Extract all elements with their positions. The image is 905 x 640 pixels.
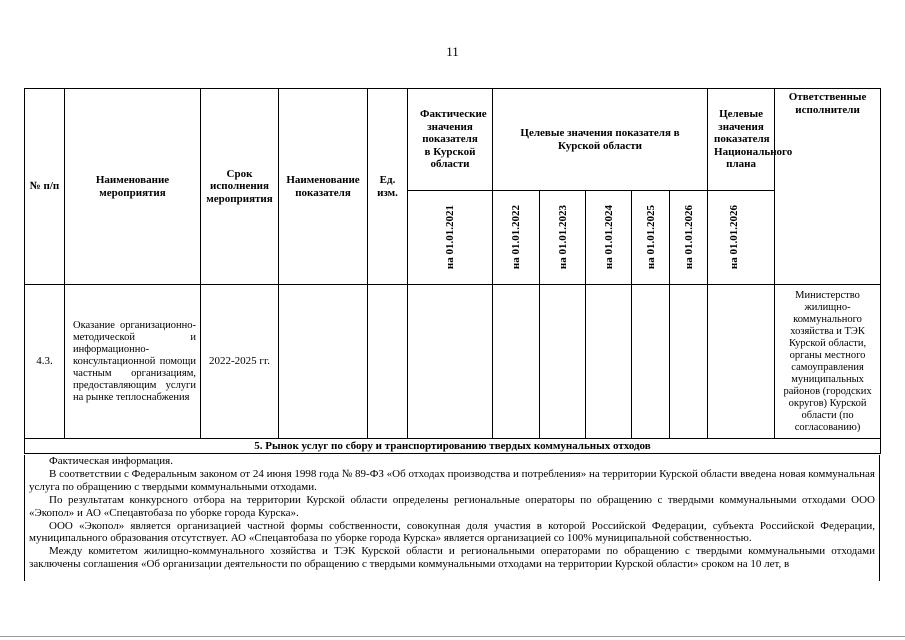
header-row (25, 89, 881, 191)
section-title: 5. Рынок услуг по сбору и транспортированию твердых коммунальных отходов (25, 439, 881, 454)
paragraph: ООО «Экопол» является организацией частной формы собственности, совокупная доля участия в которой Российской Федерации, субъекта Российской Федерации, муниципального образования отсутствует. АО «Спецавтобаза по уборке города Курска» является организацией со 100% муниципальной собственностью. (29, 519, 875, 545)
row-responsible: Министерство жилищно-коммунального хозяйства и ТЭК Курской области, органы местного самоуправления муниципальных районов (городских округов) Курской области (по согласованию) (775, 285, 881, 439)
measures-table (24, 88, 881, 454)
header-indicator: Наименование показателя (279, 89, 368, 285)
body-text (24, 455, 880, 581)
header-targets: Целевые значения показателя в Курской области (493, 89, 708, 191)
header-responsible: Ответственные исполнители (775, 89, 881, 285)
paragraph: В соответствии с Федеральным законом от 24 июня 1998 года № 89-ФЗ «Об отходах производства и потребления» на территории Курской области введена новая коммунальная услуга по обращению с твердыми коммунальными отходами. (29, 467, 875, 493)
header-term: Срок исполнения мероприятия (201, 89, 279, 285)
header-num: № п/п (25, 89, 65, 285)
section-row (25, 439, 881, 454)
row-term: 2022-2025 гг. (201, 285, 279, 439)
header-actual: Фактические значения показателя в Курской области (408, 89, 493, 191)
date-target-2025: на 01.01.2025 (644, 205, 657, 270)
page-edge-line (0, 636, 905, 637)
date-national-2026: на 01.01.2026 (728, 205, 741, 270)
row-actual (408, 285, 493, 439)
row-target-2022 (493, 285, 540, 439)
table-row (25, 285, 881, 439)
row-target-2024 (586, 285, 632, 439)
row-indicator (279, 285, 368, 439)
date-actual: на 01.01.2021 (444, 205, 456, 270)
row-unit (368, 285, 408, 439)
row-target-2026 (670, 285, 708, 439)
row-num: 4.3. (25, 285, 65, 439)
header-measure: Наименование мероприятия (65, 89, 201, 285)
header-national-target: Целевые значения показателя Национального плана (708, 89, 775, 191)
header-unit: Ед. изм. (368, 89, 408, 285)
date-target-2022: на 01.01.2022 (510, 205, 522, 270)
paragraph: Фактическая информация. (49, 455, 173, 467)
row-national (708, 285, 775, 439)
date-target-2023: на 01.01.2023 (556, 205, 569, 270)
paragraph: Между комитетом жилищно-коммунального хозяйства и ТЭК Курской области и региональными операторами по обращению с твердыми коммунальными отходами заключены соглашения «Об организации деятельности по обращению с твердыми коммунальными отходами на территории Курской области» сроком на 10 лет, в (29, 545, 875, 571)
row-target-2023 (540, 285, 586, 439)
paragraph: По результатам конкурсного отбора на территории Курской области определены региональные операторы по обращению с твердыми коммунальными отходами ООО «Экопол» и АО «Спецавтобаза по уборке города Курска». (29, 493, 875, 519)
row-measure: Оказание организационно-методической и информационно-консультационной помощи частным организациям, предоставляющим услуги на рынке теплоснабжения (65, 285, 201, 439)
row-target-2025 (632, 285, 670, 439)
page-number: 11 (446, 44, 459, 59)
date-target-2026: на 01.01.2026 (682, 205, 695, 270)
date-target-2024: на 01.01.2024 (602, 205, 615, 270)
